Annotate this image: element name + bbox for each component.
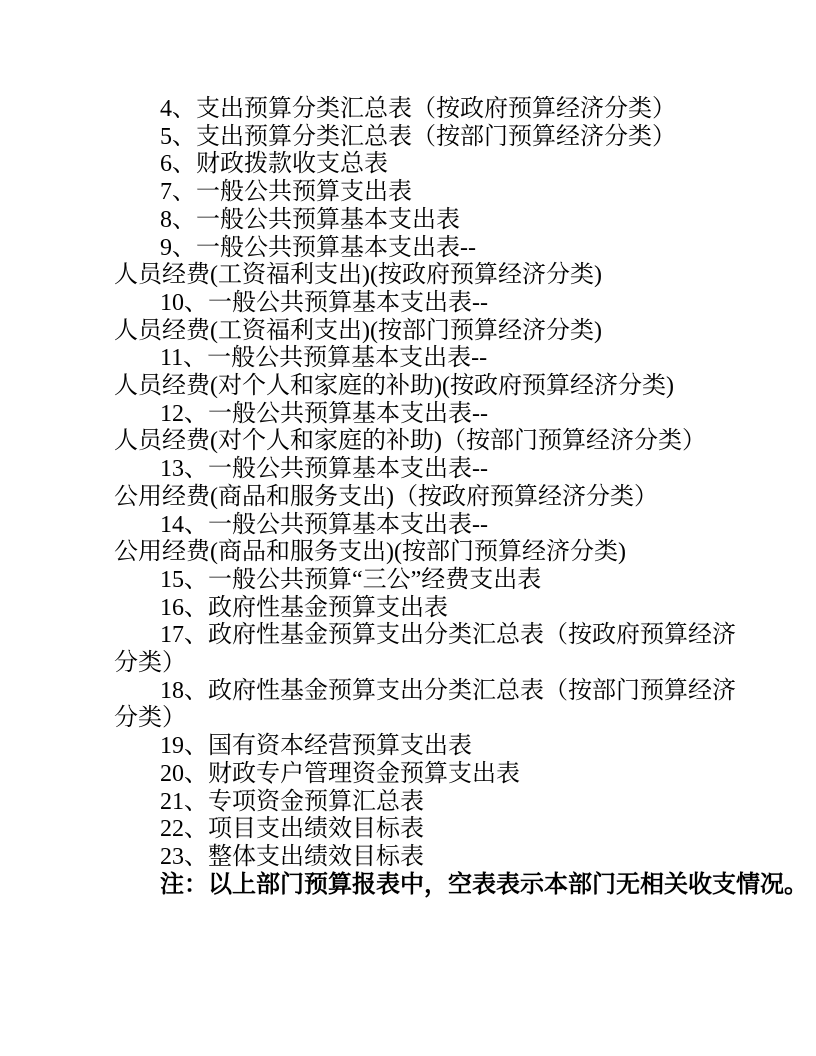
list-item-22: 22、项目支出绩效目标表 (160, 816, 424, 843)
list-item-4: 4、支出预算分类汇总表（按政府预算经济分类） (160, 96, 676, 122)
list-item-21: 21、专项资金预算汇总表 (160, 788, 424, 815)
list-item-14-wrap: 公用经费(商品和服务支出)(按部门预算经济分类) (114, 539, 626, 566)
list-item-10: 10、一般公共预算基本支出表-- (160, 289, 488, 316)
list-item-23: 23、整体支出绩效目标表 (160, 843, 424, 870)
list-item-15: 15、一般公共预算“三公”经费支出表 (160, 566, 542, 593)
note-line: 注：以上部门预算报表中，空表表示本部门无相关收支情况。 (160, 871, 808, 898)
list-item-13-wrap: 公用经费(商品和服务支出)（按政府预算经济分类） (114, 483, 658, 510)
list-item-16: 16、政府性基金预算支出表 (160, 594, 448, 621)
list-item-11: 11、一般公共预算基本支出表-- (160, 345, 488, 372)
list-item-19: 19、国有资本经营预算支出表 (160, 733, 472, 760)
list-item-5: 5、支出预算分类汇总表（按部门预算经济分类） (160, 123, 676, 150)
list-item-13: 13、一般公共预算基本支出表-- (160, 456, 488, 483)
list-item-8: 8、一般公共预算基本支出表 (160, 206, 460, 233)
list-item-9: 9、一般公共预算基本支出表-- (160, 234, 476, 261)
list-item-11-wrap: 人员经费(对个人和家庭的补助)(按政府预算经济分类) (114, 373, 674, 400)
list-item-20: 20、财政专户管理资金预算支出表 (160, 760, 520, 787)
list-item-9-wrap: 人员经费(工资福利支出)(按政府预算经济分类) (114, 262, 602, 289)
list-item-12: 12、一般公共预算基本支出表-- (160, 400, 488, 427)
list-item-10-wrap: 人员经费(工资福利支出)(按部门预算经济分类) (114, 317, 602, 344)
document-body (114, 96, 808, 899)
list-item-17: 17、政府性基金预算支出分类汇总表（按政府预算经济 (160, 622, 736, 649)
list-item-14: 14、一般公共预算基本支出表-- (160, 511, 488, 538)
list-item-18-wrap: 分类） (114, 705, 186, 732)
list-item-12-wrap: 人员经费(对个人和家庭的补助)（按部门预算经济分类） (114, 428, 706, 455)
list-item-6: 6、财政拨款收支总表 (160, 151, 388, 178)
list-item-7: 7、一般公共预算支出表 (160, 179, 412, 206)
list-item-18: 18、政府性基金预算支出分类汇总表（按部门预算经济 (160, 677, 736, 704)
list-item-17-wrap: 分类） (114, 650, 186, 677)
